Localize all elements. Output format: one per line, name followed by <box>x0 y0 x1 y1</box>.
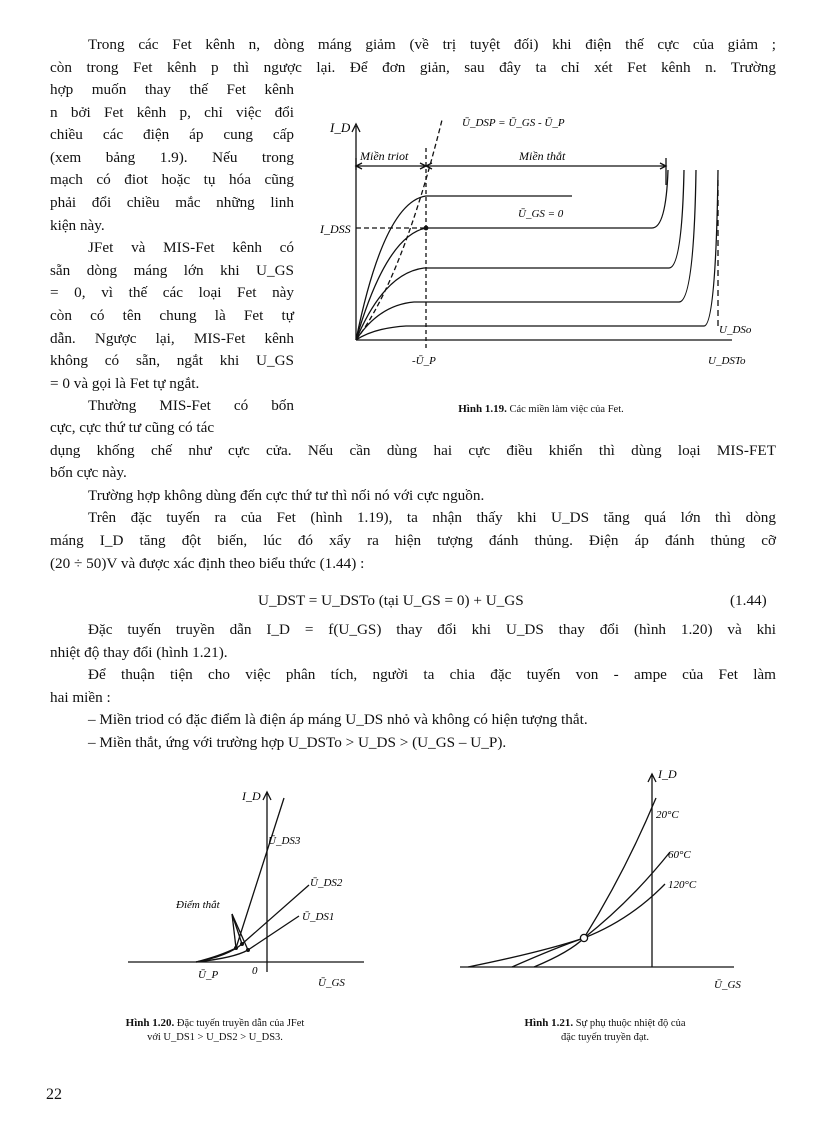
udsto-label: U_DSTo <box>708 355 746 367</box>
text-line: n bởi Fet kênh p, chỉ việc đổi <box>50 103 294 121</box>
intersection-point <box>580 934 587 941</box>
figure-1-20-caption <box>90 1016 340 1045</box>
body-paragraphs-2 <box>50 619 776 755</box>
x-axis-label: Ū_GS <box>318 977 345 989</box>
pinch-point-label: Điểm thắt <box>176 899 220 911</box>
y-axis-label: I_D <box>658 767 677 781</box>
text-line: kiện này. <box>50 216 105 234</box>
up-label: -Ū_P <box>412 355 436 367</box>
text-line: – Miền triod có đặc điểm là điện áp máng U_DS nhỏ và không có hiện tượng thắt. <box>88 711 588 729</box>
text-line: dụng khống chế như cực cửa. Nếu cần dùng hai cực điều khiển thì dùng loại MIS-FET <box>50 441 776 459</box>
text-line: Trong các Fet kênh n, dòng máng giảm (về trị tuyệt đối) khi điện thế cực của giảm ; <box>88 36 776 53</box>
text-line: không có sẵn, ngắt khi U_GS <box>50 352 294 370</box>
figure-1-21-caption <box>470 1016 740 1045</box>
uds2-label: Ū_DS2 <box>310 877 343 889</box>
text-line: hai miền : <box>50 688 111 706</box>
text-line: phải đổi chiều mắc những linh <box>50 193 294 211</box>
text-line: = 0, vì thế các loại Fet này <box>50 284 294 302</box>
curve-120c <box>468 884 665 967</box>
ugs0-label: Ū_GS = 0 <box>518 208 564 220</box>
equation-number: (1.44) <box>730 592 767 609</box>
temp-20c-label: 20°C <box>656 809 679 821</box>
text-line: = 0 và gọi là Fet tự ngắt. <box>50 374 200 392</box>
caption-text: Đặc tuyến truyền dẫn của JFet <box>176 1018 305 1029</box>
y-axis-label: I_D <box>330 120 351 135</box>
caption-text: đặc tuyến truyền đạt. <box>560 1032 650 1043</box>
text-line: hợp muốn thay thế Fet kênh <box>50 81 294 98</box>
left-column-text <box>50 79 294 418</box>
boundary-equation: Ū_DSP = Ū_GS - Ū_P <box>462 117 565 129</box>
caption-text: Sự phụ thuộc nhiệt độ của <box>575 1018 686 1029</box>
udso-label: U_DSo <box>719 324 752 336</box>
x-axis-label: Ū_GS <box>714 979 741 991</box>
figure-1-20 <box>124 780 374 995</box>
text-line: bốn cực này. <box>50 464 127 482</box>
temp-120c-label: 120°C <box>668 879 697 891</box>
text-line: máng I_D tăng đột biến, lúc đó xẩy ra hiện tượng đánh thủng. Điện áp đánh thủng cỡ <box>50 531 776 549</box>
figure-1-19-caption <box>396 402 686 417</box>
text-line: (20 ÷ 50)V và được xác định theo biểu thức (1.44) : <box>50 554 365 572</box>
curve-60c <box>512 852 670 967</box>
text-line: Trường hợp không dùng đến cực thứ tư thì nối nó với cực nguồn. <box>88 486 485 504</box>
y-axis-label: I_D <box>242 789 261 803</box>
pinch-region-label: Miền thắt <box>519 149 566 163</box>
curve-20c <box>534 798 656 967</box>
text-line: cực, cực thứ tư cũng có tác <box>50 419 215 436</box>
text-line: – Miền thắt, ứng với trường hợp U_DSTo > U_DS > (U_GS – U_P). <box>88 733 507 751</box>
text-line: dẫn. Ngược lại, MIS-Fet kênh <box>50 329 294 347</box>
text-line: còn trong Fet kênh p thì ngược lại. Để đơn giản, sau đây ta chỉ xét Fet kênh n. Trường <box>50 58 776 76</box>
uds3-label: Ū_DS3 <box>268 835 301 847</box>
text-line: Trên đặc tuyến ra của Fet (hình 1.19), ta nhận thấy khi U_DS tăng quá lớn thì dòng <box>88 509 776 527</box>
figure-1-19 <box>314 110 764 380</box>
uds1-label: Ū_DS1 <box>302 911 335 923</box>
equation-1-44: U_DST = U_DSTo (tại U_GS = 0) + U_GS <box>258 592 524 609</box>
caption-text: Các miền làm việc của Fet. <box>509 404 624 415</box>
text-line: sẵn dòng máng lớn khi U_GS <box>50 261 294 279</box>
up-label: Ū_P <box>198 969 219 981</box>
zero-label: 0 <box>252 965 258 977</box>
body-paragraphs <box>50 417 776 575</box>
text-line: chiều các điện áp cung cấp <box>50 126 294 144</box>
caption-label: Hình 1.19. <box>458 403 507 415</box>
idss-label: I_DSS <box>320 222 351 236</box>
page-number: 22 <box>46 1086 62 1103</box>
text-line: Thường MIS-Fet có bốn <box>88 397 294 415</box>
text-line: Để thuận tiện cho việc phân tích, người ta chia đặc tuyến von - ampe của Fet làm <box>88 666 776 684</box>
text-line: JFet và MIS-Fet kênh có <box>88 239 294 257</box>
triode-region-label: Miền triot <box>360 149 409 163</box>
caption-label: Hình 1.20. <box>125 1017 175 1029</box>
text-line: nhiệt độ thay đổi (hình 1.21). <box>50 643 228 661</box>
text-line: còn có tên chung là Fet tự <box>50 306 294 324</box>
intro-paragraph <box>50 34 776 79</box>
text-line: (xem bảng 1.9). Nếu trong <box>50 148 294 166</box>
caption-text: với U_DS1 > U_DS2 > U_DS3. <box>147 1032 283 1043</box>
figure-1-21 <box>450 762 750 992</box>
text-line: Đặc tuyến truyền dẫn I_D = f(U_GS) thay đổi khi U_DS thay đổi (hình 1.20) và khi <box>88 621 776 638</box>
text-line: mạch có điot hoặc tụ hóa cũng <box>50 171 294 189</box>
temp-60c-label: 60°C <box>668 849 691 861</box>
caption-label: Hình 1.21. <box>524 1017 574 1029</box>
